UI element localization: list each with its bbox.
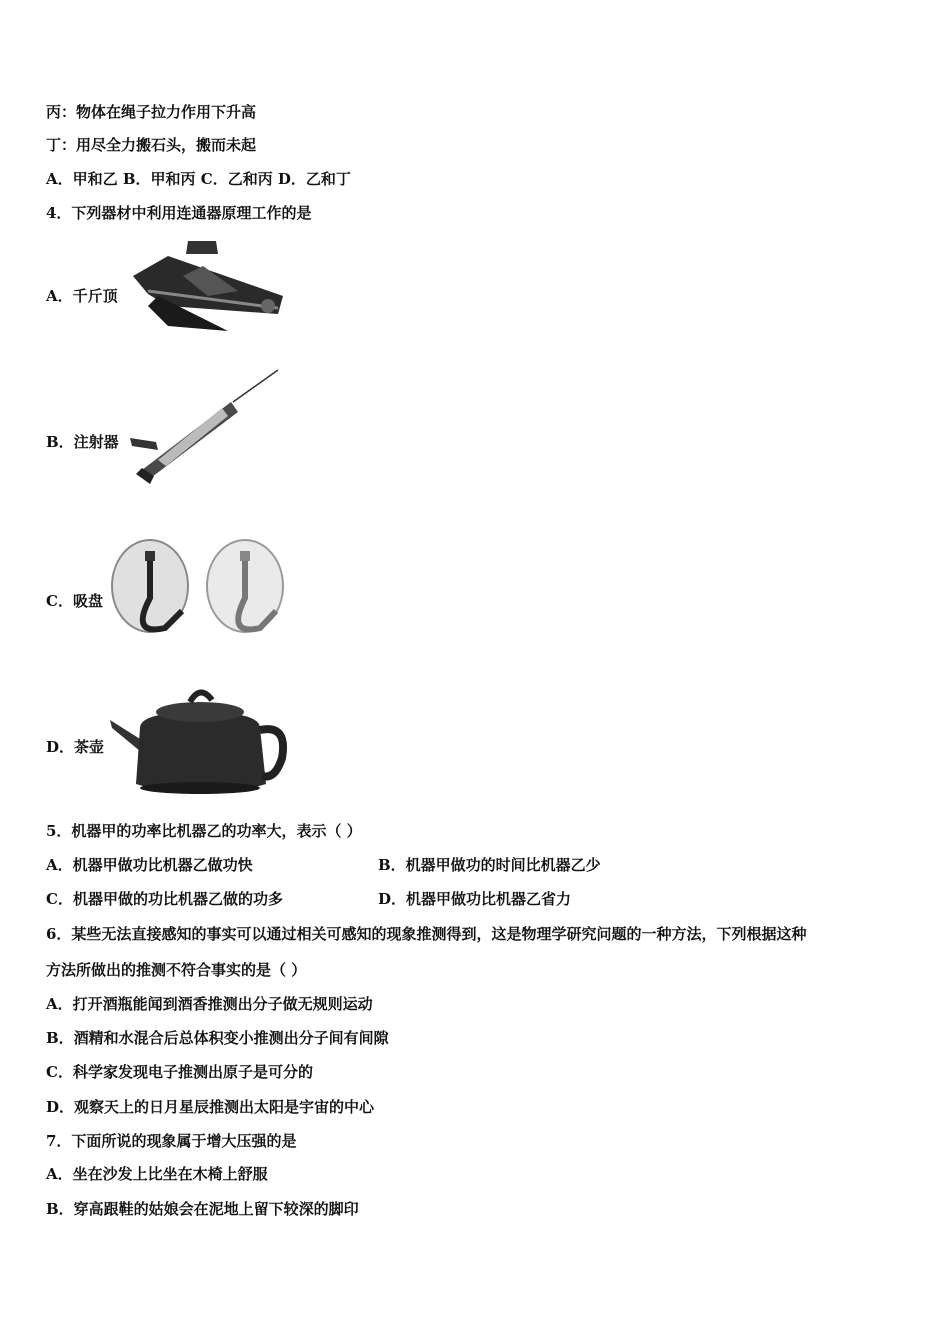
q6-stem-line2: 方法所做出的推测不符合事实的是（ ） [46, 961, 307, 979]
q4-option-a: A．千斤顶 [46, 287, 118, 305]
q5-stem: 5．机器甲的功率比机器乙的功率大，表示（ ） [46, 822, 362, 840]
q3-options: A．甲和乙 B．甲和丙 C．乙和丙 D．乙和丁 [46, 170, 351, 188]
teapot-image [110, 684, 288, 802]
syringe-image [128, 366, 283, 488]
q6-option-d: D．观察天上的日月星辰推测出太阳是宇宙的中心 [46, 1098, 375, 1116]
q6-option-b: B．酒精和水混合后总体积变小推测出分子间有间隙 [46, 1029, 389, 1047]
q5-option-b: B．机器甲做功的时间比机器乙少 [378, 856, 601, 874]
q7-stem: 7．下面所说的现象属于增大压强的是 [46, 1132, 297, 1150]
q5-option-a: A．机器甲做功比机器乙做功快 [46, 856, 253, 874]
q4-option-d: D．茶壶 [46, 738, 105, 756]
car-jack-image [128, 236, 288, 336]
q7-option-b: B．穿高跟鞋的姑娘会在泥地上留下较深的脚印 [46, 1200, 359, 1218]
q6-option-c: C．科学家发现电子推测出原子是可分的 [46, 1063, 313, 1081]
line-bing: 丙：物体在绳子拉力作用下升高 [46, 103, 257, 121]
q7-option-a: A．坐在沙发上比坐在木椅上舒服 [46, 1165, 268, 1183]
q4-option-b: B．注射器 [46, 433, 119, 451]
q4-stem: 4．下列器材中利用连通器原理工作的是 [46, 204, 312, 222]
q5-option-c: C．机器甲做的功比机器乙做的功多 [46, 890, 283, 908]
line-ding: 丁：用尽全力搬石头，搬而未起 [46, 136, 257, 154]
q4-option-c: C．吸盘 [46, 592, 103, 610]
suction-cup-image [110, 536, 290, 644]
q5-option-d: D．机器甲做功比机器乙省力 [378, 890, 572, 908]
q6-stem-line1: 6．某些无法直接感知的事实可以通过相关可感知的现象推测得到，这是物理学研究问题的一种方法，下列根据这种 [46, 925, 807, 943]
q6-option-a: A．打开酒瓶能闻到酒香推测出分子做无规则运动 [46, 995, 373, 1013]
